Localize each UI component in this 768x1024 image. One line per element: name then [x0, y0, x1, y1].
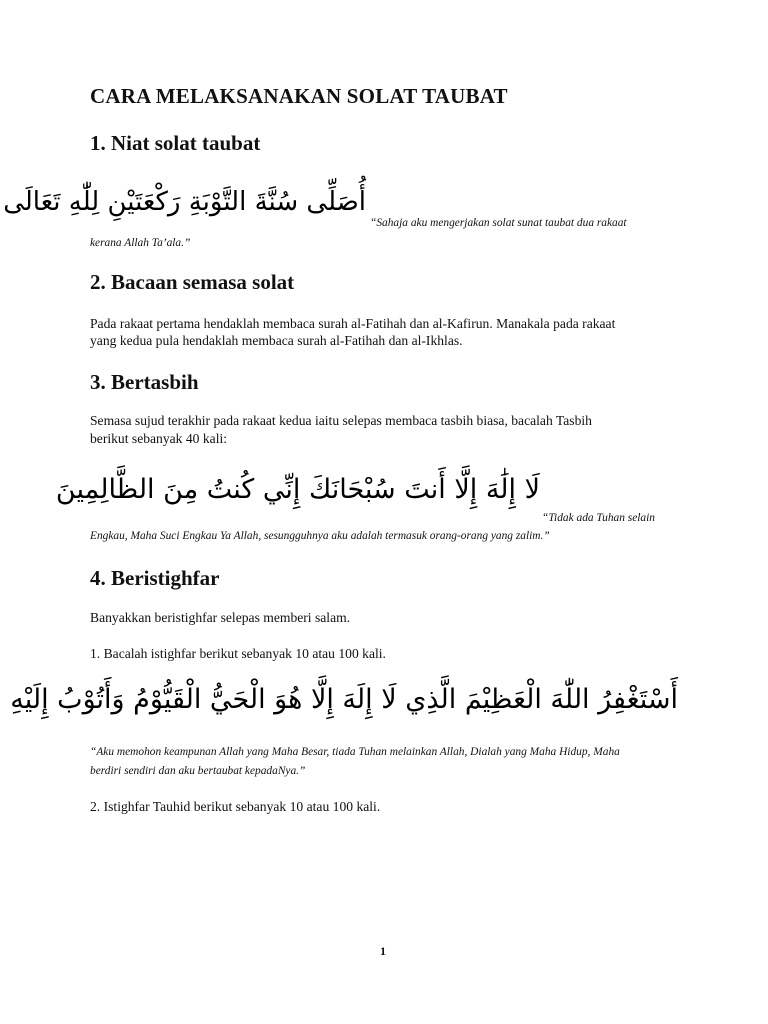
section-heading-bacaan: 2. Bacaan semasa solat	[90, 270, 295, 294]
section-heading-beristighfar: 4. Beristighfar	[90, 566, 220, 590]
paragraph-beristighfar: Banyakkan beristighfar selepas memberi salam.	[90, 610, 351, 625]
arabic-istighfar-text: أَسْتَغْفِرُ اللّٰهَ الْعَظِيْمَ الَّذِي لَا إِلَهَ إِلَّا هُوَ الْحَيُّ الْقَيُّوْمُ وَأَتُوْبُ إِلَيْهِ	[10, 684, 678, 715]
translation-niat-line2: kerana Allah Ta’ala.”	[90, 237, 191, 249]
translation-niat-line1: “Sahaja aku mengerjakan solat sunat taubat dua rakaat	[370, 217, 627, 229]
translation-tasbih-line1: “Tidak ada Tuhan selain	[542, 512, 655, 524]
list-item-istighfar-1: 1. Bacalah istighfar berikut sebanyak 10 atau 100 kali.	[90, 646, 386, 661]
document-title: CARA MELAKSANAKAN SOLAT TAUBAT	[90, 84, 508, 108]
list-item-istighfar-2: 2. Istighfar Tauhid berikut sebanyak 10 atau 100 kali.	[90, 799, 381, 814]
translation-istighfar-line2: berdiri sendiri dan aku bertaubat kepadaNya.”	[90, 765, 306, 777]
arabic-tasbih-text: لَا إِلَٰهَ إِلَّا أَنتَ سُبْحَانَكَ إِنِّي كُنتُ مِنَ الظَّالِمِينَ	[55, 474, 540, 505]
translation-tasbih-line2: Engkau, Maha Suci Engkau Ya Allah, sesungguhnya aku adalah termasuk orang-orang yang zalim.”	[90, 530, 550, 542]
paragraph-bertasbih-line1: Semasa sujud terakhir pada rakaat kedua iaitu selepas membaca tasbih biasa, bacalah Tasbih	[90, 413, 592, 428]
paragraph-bertasbih-line2: berikut sebanyak 40 kali:	[90, 431, 228, 446]
page-number: 1	[380, 944, 386, 958]
section-heading-bertasbih: 3. Bertasbih	[90, 370, 199, 394]
section-heading-niat: 1. Niat solat taubat	[90, 131, 261, 155]
paragraph-bacaan-line2: yang kedua pula hendaklah membaca surah al-Fatihah dan al-Ikhlas.	[90, 333, 463, 348]
translation-istighfar-line1: “Aku memohon keampunan Allah yang Maha Besar, tiada Tuhan melainkan Allah, Dialah yang Maha Hidup, Maha	[90, 746, 620, 758]
paragraph-bacaan-line1: Pada rakaat pertama hendaklah membaca surah al-Fatihah dan al-Kafirun. Manakala pada rakaat	[90, 316, 616, 331]
arabic-niat-text: أُصَلِّى سُنَّةَ التَّوْبَةِ رَكْعَتَيْنِ لِلّٰهِ تَعَالَى	[3, 187, 366, 217]
